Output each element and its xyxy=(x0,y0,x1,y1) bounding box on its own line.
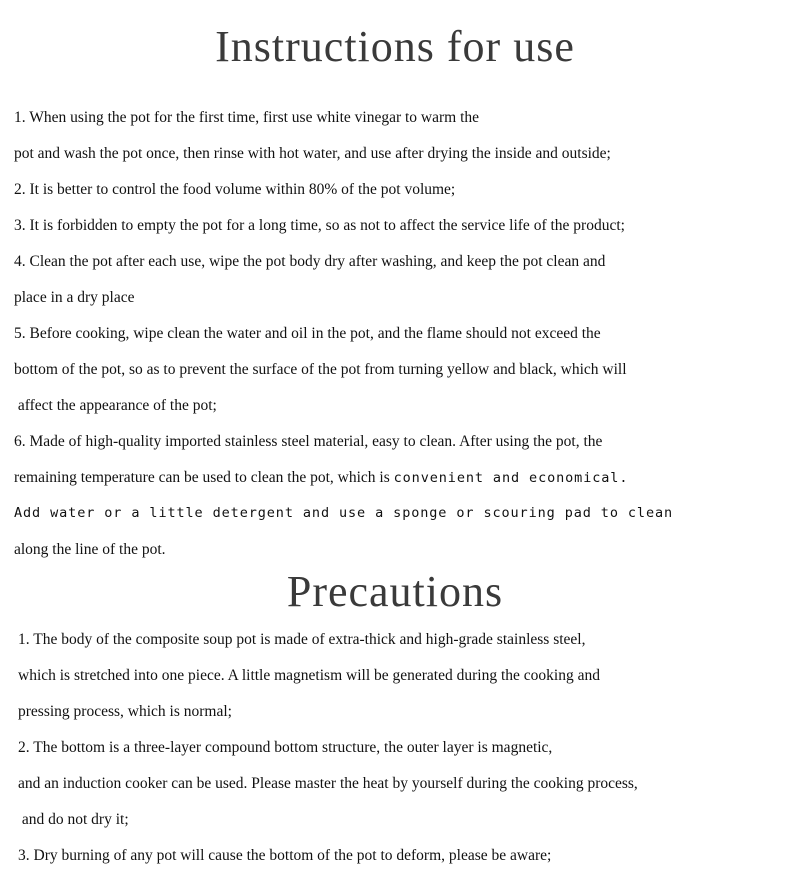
precaution-line-1: 1. The body of the composite soup pot is made of extra-thick and high-grade stainless steel, xyxy=(18,631,586,648)
instruction-line-5: 4. Clean the pot after each use, wipe the pot body dry after washing, and keep the pot clean and xyxy=(14,253,606,270)
instruction-line-10: 6. Made of high-quality imported stainless steel material, easy to clean. After using the pot, the xyxy=(14,433,603,450)
precaution-line-5: and an induction cooker can be used. Please master the heat by yourself during the cooking process, xyxy=(18,775,638,792)
instruction-line-9: affect the appearance of the pot; xyxy=(14,397,217,414)
instruction-line-4: 3. It is forbidden to empty the pot for a long time, so as not to affect the service life of the product; xyxy=(14,217,625,234)
precaution-line-2: which is stretched into one piece. A little magnetism will be generated during the cooking and xyxy=(18,667,600,684)
precaution-line-6: and do not dry it; xyxy=(18,811,129,828)
precaution-line-4: 2. The bottom is a three-layer compound bottom structure, the outer layer is magnetic, xyxy=(18,739,553,756)
instruction-line-3: 2. It is better to control the food volume within 80% of the pot volume; xyxy=(14,181,456,198)
instruction-line-13: along the line of the pot. xyxy=(14,541,166,558)
instructions-title: Instructions for use xyxy=(215,22,575,71)
instruction-line-7: 5. Before cooking, wipe clean the water and oil in the pot, and the flame should not exceed the xyxy=(14,325,601,342)
instruction-line-11-mono: convenient and economical. xyxy=(393,470,629,486)
instruction-line-6: place in a dry place xyxy=(14,289,135,306)
instruction-line-2: pot and wash the pot once, then rinse with hot water, and use after drying the inside and outside; xyxy=(14,145,611,162)
instruction-line-11 xyxy=(14,470,628,486)
precautions-title: Precautions xyxy=(286,567,504,616)
instruction-line-8: bottom of the pot, so as to prevent the surface of the pot from turning yellow and black, which will xyxy=(14,361,627,378)
instruction-line-11-serif: remaining temperature can be used to clean the pot, which is xyxy=(14,469,394,486)
instruction-line-12: Add water or a little detergent and use a sponge or scouring pad to clean xyxy=(14,505,674,521)
precaution-line-7: 3. Dry burning of any pot will cause the bottom of the pot to deform, please be aware; xyxy=(18,847,552,864)
precaution-line-3: pressing process, which is normal; xyxy=(18,703,232,720)
instruction-line-1: 1. When using the pot for the first time, first use white vinegar to warm the xyxy=(14,109,480,126)
